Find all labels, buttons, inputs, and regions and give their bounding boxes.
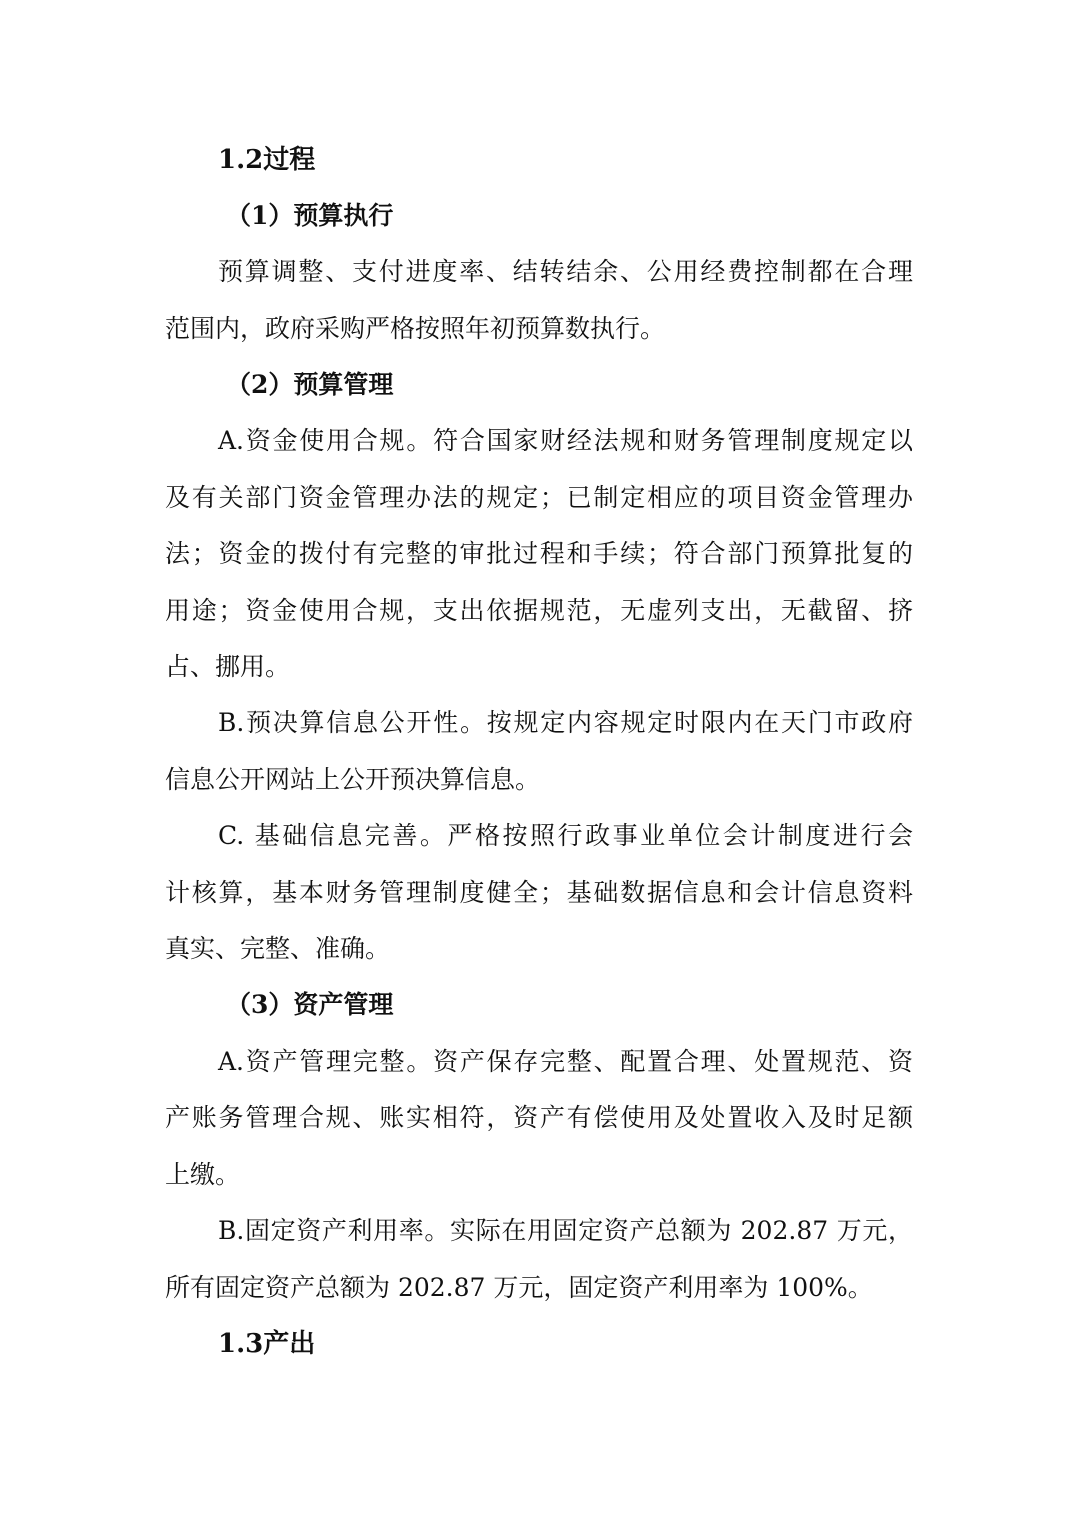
paragraph-line: 上缴。	[165, 1160, 241, 1189]
paragraph-line: A.资产管理完整。资产保存完整、配置合理、处置规范、资	[218, 1047, 913, 1076]
asset-management-heading: （3）资产管理	[226, 990, 394, 1019]
paragraph-line: 用途；资金使用合规，支出依据规范，无虚列支出，无截留、挤	[165, 596, 913, 625]
paragraph-line: 及有关部门资金管理办法的规定；已制定相应的项目资金管理办	[165, 483, 913, 512]
paragraph-line: B.预决算信息公开性。按规定内容规定时限内在天门市政府	[218, 708, 913, 737]
paragraph-line: 所有固定资产总额为 202.87 万元，固定资产利用率为 100%。	[165, 1273, 873, 1302]
paragraph-line: B.固定资产利用率。实际在用固定资产总额为 202.87 万元，	[218, 1216, 913, 1245]
section-1-2-title: 1.2过程	[218, 145, 316, 175]
paragraph-line: A.资金使用合规。符合国家财经法规和财务管理制度规定以	[218, 426, 913, 455]
section-1-3-title: 1.3产出	[218, 1329, 316, 1359]
paragraph-line: 计核算，基本财务管理制度健全；基础数据信息和会计信息资料	[165, 878, 913, 907]
paragraph-line: 法；资金的拨付有完整的审批过程和手续；符合部门预算批复的	[165, 539, 913, 568]
budget-management-heading: （2）预算管理	[226, 370, 394, 399]
paragraph-line: 真实、完整、准确。	[165, 934, 391, 963]
paragraph-line: C. 基础信息完善。严格按照行政事业单位会计制度进行会	[218, 821, 913, 850]
budget-execution-heading: （1）预算执行	[226, 201, 394, 230]
paragraph-line: 产账务管理合规、账实相符，资产有偿使用及处置收入及时足额	[165, 1103, 913, 1132]
paragraph-line: 占、挪用。	[165, 652, 291, 681]
paragraph-line: 信息公开网站上公开预决算信息。	[165, 765, 541, 794]
paragraph-line: 范围内，政府采购严格按照年初预算数执行。	[165, 314, 666, 343]
paragraph-line: 预算调整、支付进度率、结转结余、公用经费控制都在合理	[218, 257, 913, 286]
